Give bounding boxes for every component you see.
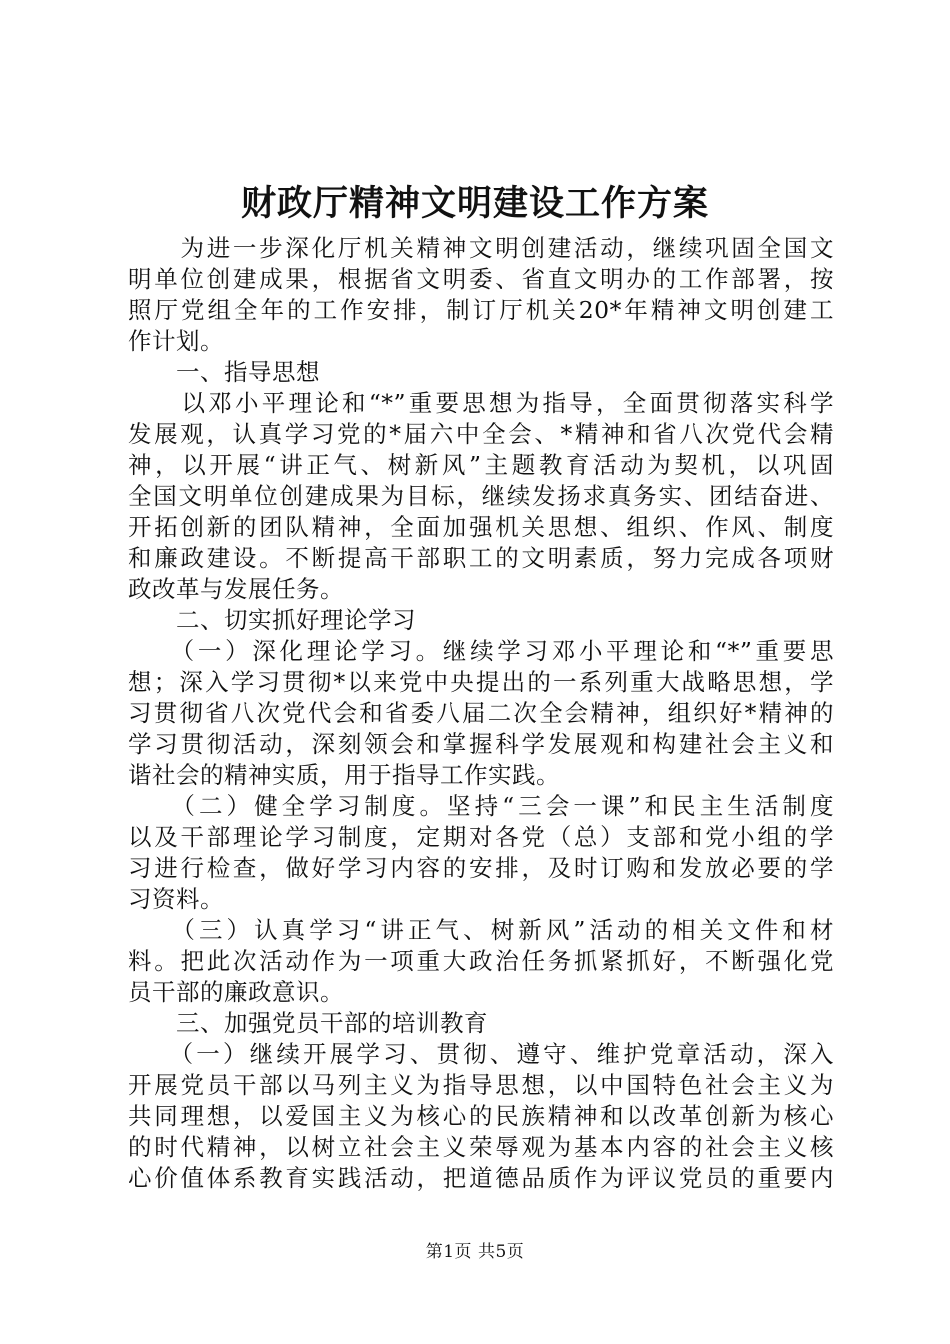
text-line: 发展观，认真学习党的*届六中全会、*精神和省八次党代会精 [128,420,834,448]
text-line: 三、加强党员干部的培训教育 [128,1009,488,1037]
text-line: 的时代精神，以树立社会主义荣辱观为基本内容的社会主义核 [128,1133,834,1161]
text-line: 学习贯彻活动，深刻领会和掌握科学发展观和构建社会主义和 [128,730,834,758]
text-line: 开展党员干部以马列主义为指导思想，以中国特色社会主义为 [128,1071,834,1099]
text-line: 神，以开展“讲正气、树新风”主题教育活动为契机，以巩固 [128,451,834,479]
text-line: 以及干部理论学习制度，定期对各党（总）支部和党小组的学 [128,823,834,851]
text-line: 心价值体系教育实践活动，把道德品质作为评议党员的重要内 [128,1164,834,1192]
text-line: 开拓创新的团队精神，全面加强机关思想、组织、作风、制度 [128,513,834,541]
text-line: 习贯彻省八次党代会和省委八届二次全会精神，组织好*精神的 [128,699,834,727]
text-line: 一、指导思想 [128,358,320,386]
text-line: 习资料。 [128,885,224,913]
text-line: 以邓小平理论和“*”重要思想为指导，全面贯彻落实科学 [128,389,834,417]
text-line: 共同理想，以爱国主义为核心的民族精神和以改革创新为核心 [128,1102,834,1130]
text-line: 为进一步深化厅机关精神文明创建活动，继续巩固全国文 [128,234,834,262]
text-line: 政改革与发展任务。 [128,575,344,603]
text-line: 明单位创建成果，根据省文明委、省直文明办的工作部署，按 [128,265,834,293]
text-line: （一）继续开展学习、贯彻、遵守、维护党章活动，深入 [128,1040,834,1068]
text-line: （二）健全学习制度。坚持“三会一课”和民主生活制度 [128,792,834,820]
text-line: 员干部的廉政意识。 [128,978,344,1006]
text-line: 全国文明单位创建成果为目标，继续发扬求真务实、团结奋进、 [128,482,834,510]
text-line: 想；深入学习贯彻*以来党中央提出的一系列重大战略思想，学 [128,668,834,696]
text-line: 作计划。 [128,327,224,355]
text-line: 二、切实抓好理论学习 [128,606,416,634]
text-line: （三）认真学习“讲正气、树新风”活动的相关文件和材 [128,916,834,944]
text-line: 谐社会的精神实质，用于指导工作实践。 [128,761,560,789]
text-line: 料。把此次活动作为一项重大政治任务抓紧抓好，不断强化党 [128,947,834,975]
text-line: （一）深化理论学习。继续学习邓小平理论和“*”重要思 [128,637,834,665]
document-title: 财政厅精神文明建设工作方案 [240,183,709,224]
page-footer: 第1页 共5页 [425,1242,525,1262]
document-body [128,233,834,1194]
text-line: 和廉政建设。不断提高干部职工的文明素质，努力完成各项财 [128,544,834,572]
text-line: 照厅党组全年的工作安排，制订厅机关20*年精神文明创建工 [128,296,834,324]
text-line: 习进行检查，做好学习内容的安排，及时订购和发放必要的学 [128,854,834,882]
